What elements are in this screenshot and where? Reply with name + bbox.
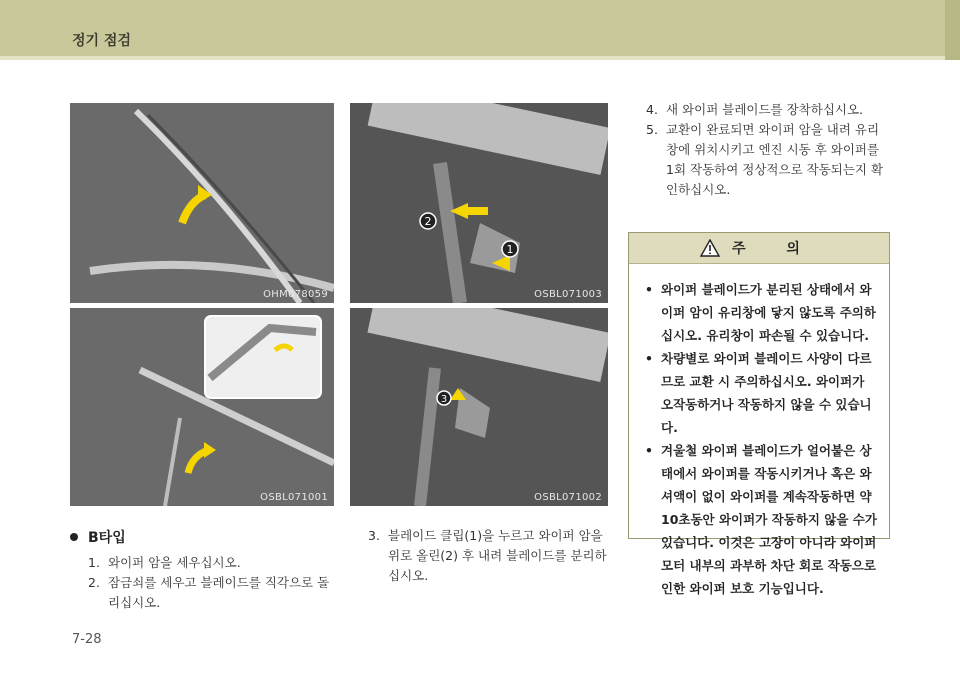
callout-3: 3 <box>440 394 448 405</box>
caution-item: • 와이퍼 블레이드가 분리된 상태에서 와이퍼 암이 유리창에 닿지 않도록 주의하십시오. 유리창이 파손될 수 있습니다. <box>649 278 877 347</box>
section-heading <box>70 527 126 547</box>
step-number: 2. <box>88 575 100 590</box>
caution-list <box>629 264 889 600</box>
step-number: 4. <box>646 102 658 117</box>
step-text: 잠금쇠를 세우고 블레이드를 직각으로 돌리십시오. <box>108 575 330 610</box>
figure-wiper-arm-raise <box>70 103 334 303</box>
step-number: 3. <box>368 528 380 543</box>
step-text: 블레이드 클립(1)을 누르고 와이퍼 암을 위로 올린(2) 후 내려 블레이드를 분리하십시오. <box>388 528 607 583</box>
caution-header <box>629 233 889 264</box>
figure-blade-remove <box>350 308 608 506</box>
page-header <box>0 0 960 60</box>
figure-code: OHM078059 <box>263 289 328 300</box>
step-item <box>88 553 338 573</box>
step-item <box>646 100 890 120</box>
figure-code: OSBL071002 <box>534 492 602 503</box>
section-title: B타입 <box>88 530 126 546</box>
caution-item: • 겨울철 와이퍼 블레이드가 얼어붙은 상태에서 와이퍼를 작동시키거나 혹은 와셔액이 없이 와이퍼를 계속작동하면 약 10초동안 와이퍼가 작동하지 않을 수가 있습니다. 이것은 고장이 아니라 와이퍼모터 내부의 과부하 차단 회로 작동으로 인한 와이퍼 보호 기능입니다. <box>649 439 877 600</box>
step-item <box>646 120 890 200</box>
header-rule <box>0 56 960 60</box>
caution-box <box>628 232 890 596</box>
step-number: 1. <box>88 555 100 570</box>
figure-code: OSBL071003 <box>534 289 602 300</box>
page-section-title: 정기 점검 <box>72 33 131 49</box>
latch-illustration <box>70 308 334 506</box>
left-steps <box>88 553 338 613</box>
bullet-icon <box>70 533 78 541</box>
figure-latch-rotate <box>70 308 334 506</box>
figure-blade-clip-press <box>350 103 608 303</box>
blade-clip-illustration <box>350 103 608 303</box>
page-number: 7-28 <box>72 632 102 647</box>
right-steps <box>646 100 890 200</box>
callout-2: 2 <box>424 215 432 228</box>
caution-item: • 차량별로 와이퍼 블레이드 사양이 다르므로 교환 시 주의하십시오. 와이퍼가 오작동하거나 작동하지 않을 수 있습니다. <box>649 347 877 439</box>
step-text: 새 와이퍼 블레이드를 장착하십시오. <box>666 102 864 117</box>
callout-1: 1 <box>506 243 514 256</box>
middle-steps <box>368 526 610 586</box>
figure-code: OSBL071001 <box>260 492 328 503</box>
step-text: 교환이 완료되면 와이퍼 암을 내려 유리창에 위치시키고 엔진 시동 후 와이퍼를 1회 작동하여 정상적으로 작동되는지 확인하십시오. <box>666 122 884 197</box>
step-item <box>88 573 338 613</box>
step-text: 와이퍼 암을 세우십시오. <box>108 555 241 570</box>
step-item <box>368 526 610 586</box>
header-tab <box>945 0 960 60</box>
blade-remove-illustration <box>350 308 608 506</box>
caution-title: 주 의 <box>732 241 818 257</box>
step-number: 5. <box>646 122 658 137</box>
warning-triangle-icon <box>700 239 720 257</box>
wiper-arm-illustration <box>70 103 334 303</box>
